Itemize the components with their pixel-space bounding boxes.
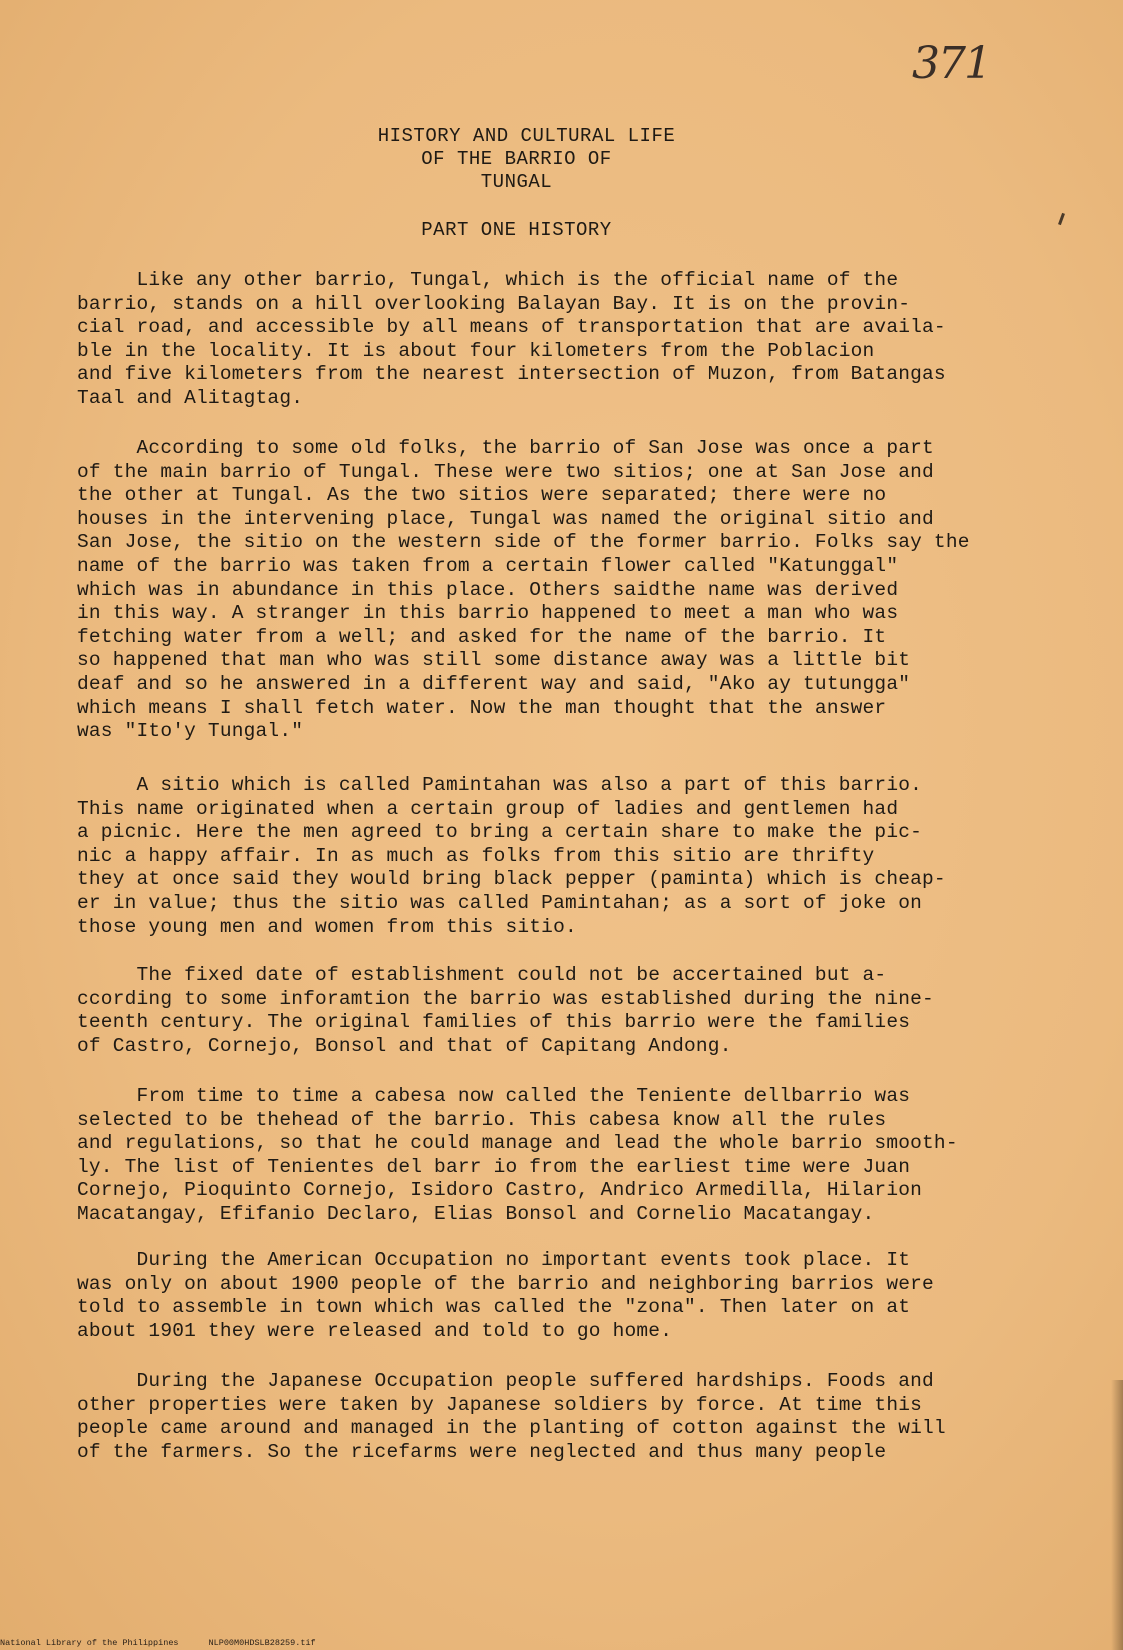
section-heading: PART ONE HISTORY <box>421 219 612 241</box>
paragraph-7: During the Japanese Occupation people suffered hardships. Foods and other properties were taken by Japanese soldiers by force. At time this people came around and managed in the planting of cotton against the will of the farmers. So the ricefarms were neglected and thus many people <box>77 1370 946 1463</box>
page-edge-shadow <box>1111 1380 1123 1650</box>
paragraph-6: During the American Occupation no important events took place. It was only on about 1900 people of the barrio and neighboring barrios were told to assemble in town which was called the "zona". Then later on at about 1901 they were released and told to go home. <box>77 1249 934 1342</box>
handwritten-page-number: 371 <box>912 38 990 89</box>
footer-filename: NLP00M0HDSLB28259.tif <box>208 1638 316 1648</box>
paragraph-1: Like any other barrio, Tungal, which is the official name of the barrio, stands on a hill overlooking Balayan Bay. It is on the provin- cial road, and accessible by all means of transportation that are availa- ble in the locality. It is about four kilometers from the Poblacion and five kilometers from the nearest intersection of Muzon, from Batangas Taal and Alitagtag. <box>77 269 946 409</box>
paragraph-2: According to some old folks, the barrio of San Jose was once a part of the main barrio of Tungal. These were two sitios; one at San Jose and the other at Tungal. As the two sitios were separated; there were no houses in the intervening place, Tungal was named the original sitio and San Jose, the sitio on the western side of the former barrio. Folks say the name of the barrio was taken from a certain flower called "Katunggal" which was in abundance in this place. Others saidthe name was derived in this way. A stranger in this barrio happened to meet a man who was fetching water from a well; and asked for the name of the barrio. It so happened that man who was still some distance away was a little bit deaf and so he answered in a different way and said, "Ako ay tutungga" which means I shall fetch water. Now the man thought that the answer was "Ito'y Tungal." <box>77 437 970 743</box>
scan-footer <box>0 1638 346 1648</box>
title-line-3: TUNGAL <box>480 171 553 193</box>
title-line-1: HISTORY AND CULTURAL LIFE <box>377 125 676 147</box>
paragraph-3: A sitio which is called Pamintahan was also a part of this barrio. This name originated when a certain group of ladies and gentlemen had a picnic. Here the men agreed to bring a certain share to make the pic- nic a happy affair. In as much as folks from this sitio are thrifty they at once said they would bring black pepper (paminta) which is cheap- er in value; thus the sitio was called Pamintahan; as a sort of joke on those young men and women from this sitio. <box>77 774 946 938</box>
paragraph-5: From time to time a cabesa now called the Teniente dellbarrio was selected to be thehead of the barrio. This cabesa know all the rules and regulations, so that he could manage and lead the whole barrio smooth- ly. The list of Tenientes del barr io from the earliest time were Juan Cornejo, Pioquinto Cornejo, Isidoro Castro, Andrico Armedilla, Hilarion Macatangay, Efifanio Declaro, Elias Bonsol and Cornelio Macatangay. <box>77 1085 958 1225</box>
paragraph-4: The fixed date of establishment could not be accertained but a- ccording to some inforamtion the barrio was established during the nine- teenth century. The original families of this barrio were the families of Castro, Cornejo, Bonsol and that of Capitang Andong. <box>77 964 934 1057</box>
footer-library: National Library of the Philippines <box>0 1638 179 1648</box>
title-line-2: OF THE BARRIO OF <box>421 148 612 170</box>
